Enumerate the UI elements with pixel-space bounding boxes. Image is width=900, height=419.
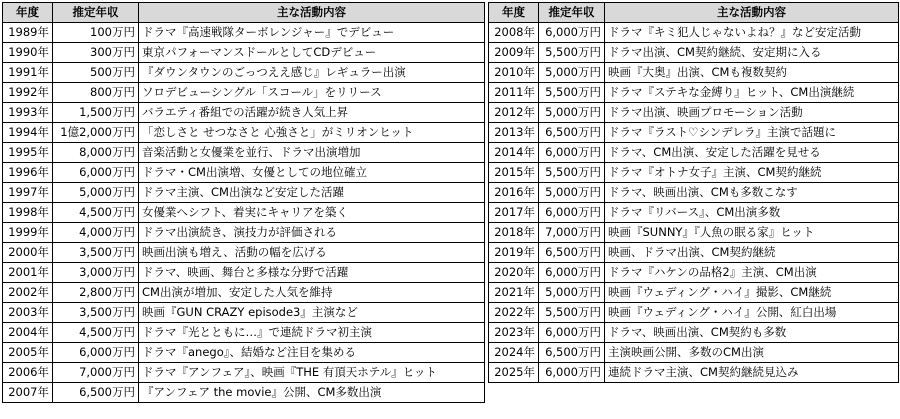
- activity-cell: ドラマ『anego』、結婚など注目を集める: [139, 343, 485, 363]
- table-row: [489, 303, 899, 323]
- activity-cell: ドラマ『アンフェア』、映画『THE 有頂天ホテル』ヒット: [139, 363, 485, 383]
- income-cell: 4,500万円: [53, 323, 139, 343]
- year-cell: 1997年: [3, 183, 53, 203]
- year-cell: 1994年: [3, 123, 53, 143]
- activity-cell: 連続ドラマ主演、CM契約継続見込み: [605, 363, 899, 383]
- income-table-right: [488, 2, 899, 383]
- table-row: [489, 103, 899, 123]
- year-cell: 2004年: [3, 323, 53, 343]
- table-row: [3, 223, 485, 243]
- income-cell: 5,000万円: [539, 283, 605, 303]
- activity-cell: ドラマ出演、映画プロモーション活動: [605, 103, 899, 123]
- income-cell: 6,000万円: [539, 323, 605, 343]
- year-header: 年度: [489, 3, 539, 23]
- income-cell: 5,500万円: [539, 83, 605, 103]
- income-cell: 5,500万円: [539, 303, 605, 323]
- table-row: [3, 203, 485, 223]
- activity-cell: CM出演が増加、安定した人気を維持: [139, 283, 485, 303]
- income-cell: 5,000万円: [539, 183, 605, 203]
- year-cell: 1995年: [3, 143, 53, 163]
- year-cell: 2002年: [3, 283, 53, 303]
- year-cell: 2015年: [489, 163, 539, 183]
- table-row: [489, 323, 899, 343]
- year-cell: 2007年: [3, 383, 53, 403]
- table-row: [489, 363, 899, 383]
- year-cell: 1996年: [3, 163, 53, 183]
- year-cell: 2005年: [3, 343, 53, 363]
- year-cell: 1989年: [3, 23, 53, 43]
- activity-cell: ドラマ、映画出演、CM契約も多数: [605, 323, 899, 343]
- year-cell: 2014年: [489, 143, 539, 163]
- activity-cell: 『アンフェア the movie』公開、CM多数出演: [139, 383, 485, 403]
- activity-cell: 音楽活動と女優業を並行、ドラマ出演増加: [139, 143, 485, 163]
- year-cell: 2017年: [489, 203, 539, 223]
- year-cell: 2022年: [489, 303, 539, 323]
- income-cell: 3,000万円: [53, 263, 139, 283]
- year-cell: 2019年: [489, 243, 539, 263]
- activity-cell: ドラマ主演、CM出演など安定した活躍: [139, 183, 485, 203]
- table-body-left: [3, 23, 485, 403]
- activity-cell: 映画『ウェディング・ハイ』公開、紅白出場: [605, 303, 899, 323]
- table-row: [3, 343, 485, 363]
- table-row: [3, 103, 485, 123]
- year-cell: 2001年: [3, 263, 53, 283]
- income-header: 推定年収: [539, 3, 605, 23]
- income-cell: 8,000万円: [53, 143, 139, 163]
- activity-cell: ドラマ『キミ犯人じゃないよね？』など安定活動: [605, 23, 899, 43]
- year-cell: 2018年: [489, 223, 539, 243]
- table-row: [3, 163, 485, 183]
- year-cell: 1999年: [3, 223, 53, 243]
- activity-cell: ドラマ、映画出演、CMも多数こなす: [605, 183, 899, 203]
- income-cell: 6,500万円: [539, 343, 605, 363]
- table-row: [3, 383, 485, 403]
- year-header: 年度: [3, 3, 53, 23]
- income-cell: 1,500万円: [53, 103, 139, 123]
- activity-cell: ドラマ『ラスト♡シンデレラ』主演で話題に: [605, 123, 899, 143]
- income-cell: 800万円: [53, 83, 139, 103]
- year-cell: 2006年: [3, 363, 53, 383]
- activity-cell: ドラマ、映画、舞台と多様な分野で活躍: [139, 263, 485, 283]
- year-cell: 1998年: [3, 203, 53, 223]
- table-row: [489, 163, 899, 183]
- year-cell: 2023年: [489, 323, 539, 343]
- table-row: [489, 23, 899, 43]
- table-row: [489, 203, 899, 223]
- table-row: [489, 143, 899, 163]
- year-cell: 2021年: [489, 283, 539, 303]
- table-row: [3, 243, 485, 263]
- table-row: [3, 263, 485, 283]
- year-cell: 2025年: [489, 363, 539, 383]
- table-row: [489, 43, 899, 63]
- income-cell: 5,000万円: [539, 63, 605, 83]
- table-row: [3, 363, 485, 383]
- activity-cell: 映画『ウェディング・ハイ』撮影、CM継続: [605, 283, 899, 303]
- table-row: [3, 183, 485, 203]
- year-cell: 2000年: [3, 243, 53, 263]
- activity-cell: 映画、ドラマ出演、CM契約継続: [605, 243, 899, 263]
- activity-header: 主な活動内容: [605, 3, 899, 23]
- activity-cell: ドラマ出演続き、演技力が評価される: [139, 223, 485, 243]
- income-cell: 6,000万円: [53, 163, 139, 183]
- header-row: [3, 3, 485, 23]
- year-cell: 2012年: [489, 103, 539, 123]
- activity-cell: 映画『大奥』出演、CMも複数契約: [605, 63, 899, 83]
- activity-cell: 主演映画公開、多数のCM出演: [605, 343, 899, 363]
- activity-cell: 映画『SUNNY』『人魚の眠る家』ヒット: [605, 223, 899, 243]
- activity-cell: ドラマ『ハケンの品格2』主演、CM出演: [605, 263, 899, 283]
- activity-cell: ドラマ『光とともに…』で連続ドラマ初主演: [139, 323, 485, 343]
- income-cell: 5,500万円: [539, 43, 605, 63]
- income-cell: 6,000万円: [539, 143, 605, 163]
- income-cell: 6,000万円: [539, 23, 605, 43]
- year-cell: 2003年: [3, 303, 53, 323]
- year-cell: 1991年: [3, 63, 53, 83]
- table-row: [3, 43, 485, 63]
- activity-cell: ドラマ『高速戦隊ターボレンジャー』でデビュー: [139, 23, 485, 43]
- income-cell: 3,500万円: [53, 303, 139, 323]
- activity-cell: ソロデビューシングル「スコール」をリリース: [139, 83, 485, 103]
- year-cell: 2020年: [489, 263, 539, 283]
- year-cell: 2009年: [489, 43, 539, 63]
- year-cell: 2013年: [489, 123, 539, 143]
- table-row: [3, 303, 485, 323]
- year-cell: 1993年: [3, 103, 53, 123]
- table-row: [3, 123, 485, 143]
- table-row: [489, 243, 899, 263]
- income-cell: 3,500万円: [53, 243, 139, 263]
- table-row: [489, 123, 899, 143]
- activity-cell: ドラマ『ステキな金縛り』ヒット、CM出演継続: [605, 83, 899, 103]
- activity-cell: ドラマ・CM出演増、女優としての地位確立: [139, 163, 485, 183]
- activity-cell: 映画出演も増え、活動の幅を広げる: [139, 243, 485, 263]
- activity-cell: 女優業へシフト、着実にキャリアを築く: [139, 203, 485, 223]
- income-table-left: [2, 2, 485, 403]
- year-cell: 1990年: [3, 43, 53, 63]
- year-cell: 2024年: [489, 343, 539, 363]
- income-cell: 6,500万円: [539, 123, 605, 143]
- income-cell: 6,500万円: [539, 243, 605, 263]
- year-cell: 2010年: [489, 63, 539, 83]
- header-row: [489, 3, 899, 23]
- activity-cell: 東京パフォーマンスドールとしてCDデビュー: [139, 43, 485, 63]
- income-cell: 2,800万円: [53, 283, 139, 303]
- income-cell: 6,500万円: [53, 383, 139, 403]
- year-cell: 1992年: [3, 83, 53, 103]
- year-cell: 2011年: [489, 83, 539, 103]
- activity-cell: バラエティ番組での活躍が続き人気上昇: [139, 103, 485, 123]
- table-row: [489, 183, 899, 203]
- table-row: [3, 83, 485, 103]
- year-cell: 2016年: [489, 183, 539, 203]
- activity-cell: ドラマ『リバース』、CM出演多数: [605, 203, 899, 223]
- income-cell: 5,000万円: [53, 183, 139, 203]
- activity-cell: 映画『GUN CRAZY episode3』主演など: [139, 303, 485, 323]
- income-cell: 6,000万円: [539, 363, 605, 383]
- income-cell: 4,500万円: [53, 203, 139, 223]
- income-cell: 6,000万円: [539, 263, 605, 283]
- table-row: [489, 343, 899, 363]
- table-row: [489, 223, 899, 243]
- income-cell: 6,000万円: [53, 343, 139, 363]
- income-cell: 7,000万円: [53, 363, 139, 383]
- table-row: [3, 23, 485, 43]
- activity-header: 主な活動内容: [139, 3, 485, 23]
- income-cell: 5,000万円: [539, 103, 605, 123]
- activity-cell: ドラマ出演、CM契約継続、安定期に入る: [605, 43, 899, 63]
- table-body-right: [489, 23, 899, 383]
- table-row: [489, 283, 899, 303]
- income-cell: 4,000万円: [53, 223, 139, 243]
- table-row: [3, 63, 485, 83]
- income-cell: 7,000万円: [539, 223, 605, 243]
- table-row: [3, 143, 485, 163]
- table-row: [489, 63, 899, 83]
- activity-cell: 「恋しさと せつなさと 心強さと」がミリオンヒット: [139, 123, 485, 143]
- table-row: [3, 323, 485, 343]
- table-row: [3, 283, 485, 303]
- year-cell: 2008年: [489, 23, 539, 43]
- income-cell: 6,000万円: [539, 203, 605, 223]
- income-cell: 300万円: [53, 43, 139, 63]
- income-cell: 1億2,000万円: [53, 123, 139, 143]
- income-header: 推定年収: [53, 3, 139, 23]
- activity-cell: ドラマ、CM出演、安定した活躍を見せる: [605, 143, 899, 163]
- income-cell: 100万円: [53, 23, 139, 43]
- table-row: [489, 83, 899, 103]
- table-row: [489, 263, 899, 283]
- activity-cell: ドラマ『オトナ女子』主演、CM契約継続: [605, 163, 899, 183]
- income-cell: 5,500万円: [539, 163, 605, 183]
- income-cell: 500万円: [53, 63, 139, 83]
- activity-cell: 『ダウンタウンのごっつええ感じ』レギュラー出演: [139, 63, 485, 83]
